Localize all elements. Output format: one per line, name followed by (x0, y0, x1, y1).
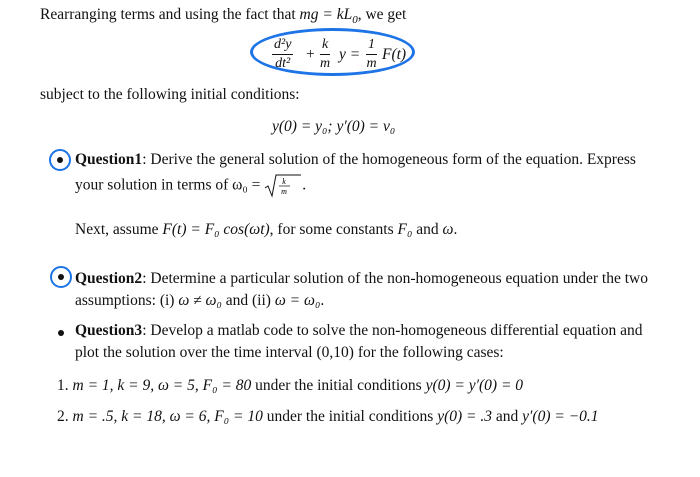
equation-frac-k-m (320, 38, 330, 71)
q2-cond1: ω ≠ ω₀ (178, 292, 222, 309)
q2-line1 (75, 270, 648, 288)
next-assume-and: and (416, 221, 439, 238)
q2-line2 (75, 292, 324, 310)
sqrt-numerator: k (282, 177, 287, 186)
frac3-denominator: m (366, 56, 377, 71)
frac2-numerator: k (322, 37, 329, 52)
q3-bullet-dot (58, 330, 64, 336)
intro-relation: mg = kL (299, 6, 353, 23)
q2-bullet-dot (58, 274, 64, 280)
case-text: under the initial conditions (266, 408, 434, 425)
q3-label: Question3 (75, 322, 143, 339)
equation-frac-d2y-dt2 (272, 38, 293, 71)
case-number: 2. (57, 408, 69, 425)
q3-text-line1: : Develop a matlab code to solve the non-homogeneous differential equation and (142, 322, 643, 339)
q3-line2: plot the solution over the time interval (0,10) for the following cases: (75, 344, 504, 361)
q2-period: . (320, 292, 325, 309)
case-and: and (495, 408, 519, 425)
case-params: m = 1, k = 9, ω = 5, F₀ = 80 (72, 377, 252, 394)
intro-tail: , we get (357, 6, 407, 23)
q3-line1 (75, 322, 643, 340)
frac3-numerator: 1 (368, 37, 375, 52)
q2-text-line2-b: and (ii) (225, 292, 271, 309)
q1-line1 (75, 151, 636, 169)
case-text: under the initial conditions (255, 377, 422, 394)
q1-text-line2: your solution in terms of ω₀ = (75, 176, 261, 194)
intro-text: Rearranging terms and using the fact that (40, 6, 296, 23)
sqrt-denominator: m (281, 187, 288, 196)
q2-cond2: ω = ω₀ (274, 292, 321, 309)
next-assume-text: Next, assume (75, 221, 159, 238)
case-number: 1. (57, 377, 69, 394)
next-assume-omega: ω (442, 221, 454, 238)
next-assume-line (75, 221, 457, 239)
case-item (57, 377, 523, 395)
next-assume-formula: F(t) = F₀ cos(ωt) (162, 221, 270, 238)
equation-rhs: F(t) (382, 46, 407, 63)
intro-line (40, 6, 406, 26)
frac2-denominator: m (320, 56, 331, 71)
next-assume-f0: F₀ (397, 221, 413, 238)
case-initial-conditions-2: y′(0) = −0.1 (522, 408, 599, 425)
equation-plus: + (306, 46, 315, 63)
q2-text-line2-a: assumptions: (i) (75, 292, 175, 309)
q2-text-line1: : Determine a particular solution of the non-homogeneous equation under the two (142, 270, 648, 287)
next-assume-tail: , for some constants (269, 221, 394, 238)
case-item (57, 408, 599, 426)
q1-text-line1: : Derive the general solution of the homogeneous form of the equation. Express (142, 151, 636, 168)
q1-period: . (302, 176, 307, 194)
equation-y-equals: y = (339, 46, 361, 63)
q2-label: Question2 (75, 270, 143, 287)
sqrt-sign-icon (264, 174, 302, 198)
q1-line2 (75, 174, 306, 198)
case-initial-conditions: y(0) = y′(0) = 0 (425, 377, 524, 394)
intro-relation-sub: 0 (352, 14, 358, 27)
frac1-numerator: d²y (274, 37, 292, 52)
next-assume-period: . (453, 221, 458, 238)
q1-sqrt (264, 174, 302, 198)
q1-label: Question1 (75, 151, 143, 168)
case-params: m = .5, k = 18, ω = 6, F₀ = 10 (72, 408, 263, 425)
conditions-intro: subject to the following initial conditions: (40, 86, 300, 103)
q1-bullet-dot (57, 157, 63, 163)
frac1-denominator: dt² (275, 56, 291, 71)
equation-frac-1-m (366, 38, 377, 71)
initial-conditions: y(0) = y₀; y′(0) = v₀ (272, 118, 396, 135)
case-initial-conditions: y(0) = .3 (437, 408, 492, 425)
